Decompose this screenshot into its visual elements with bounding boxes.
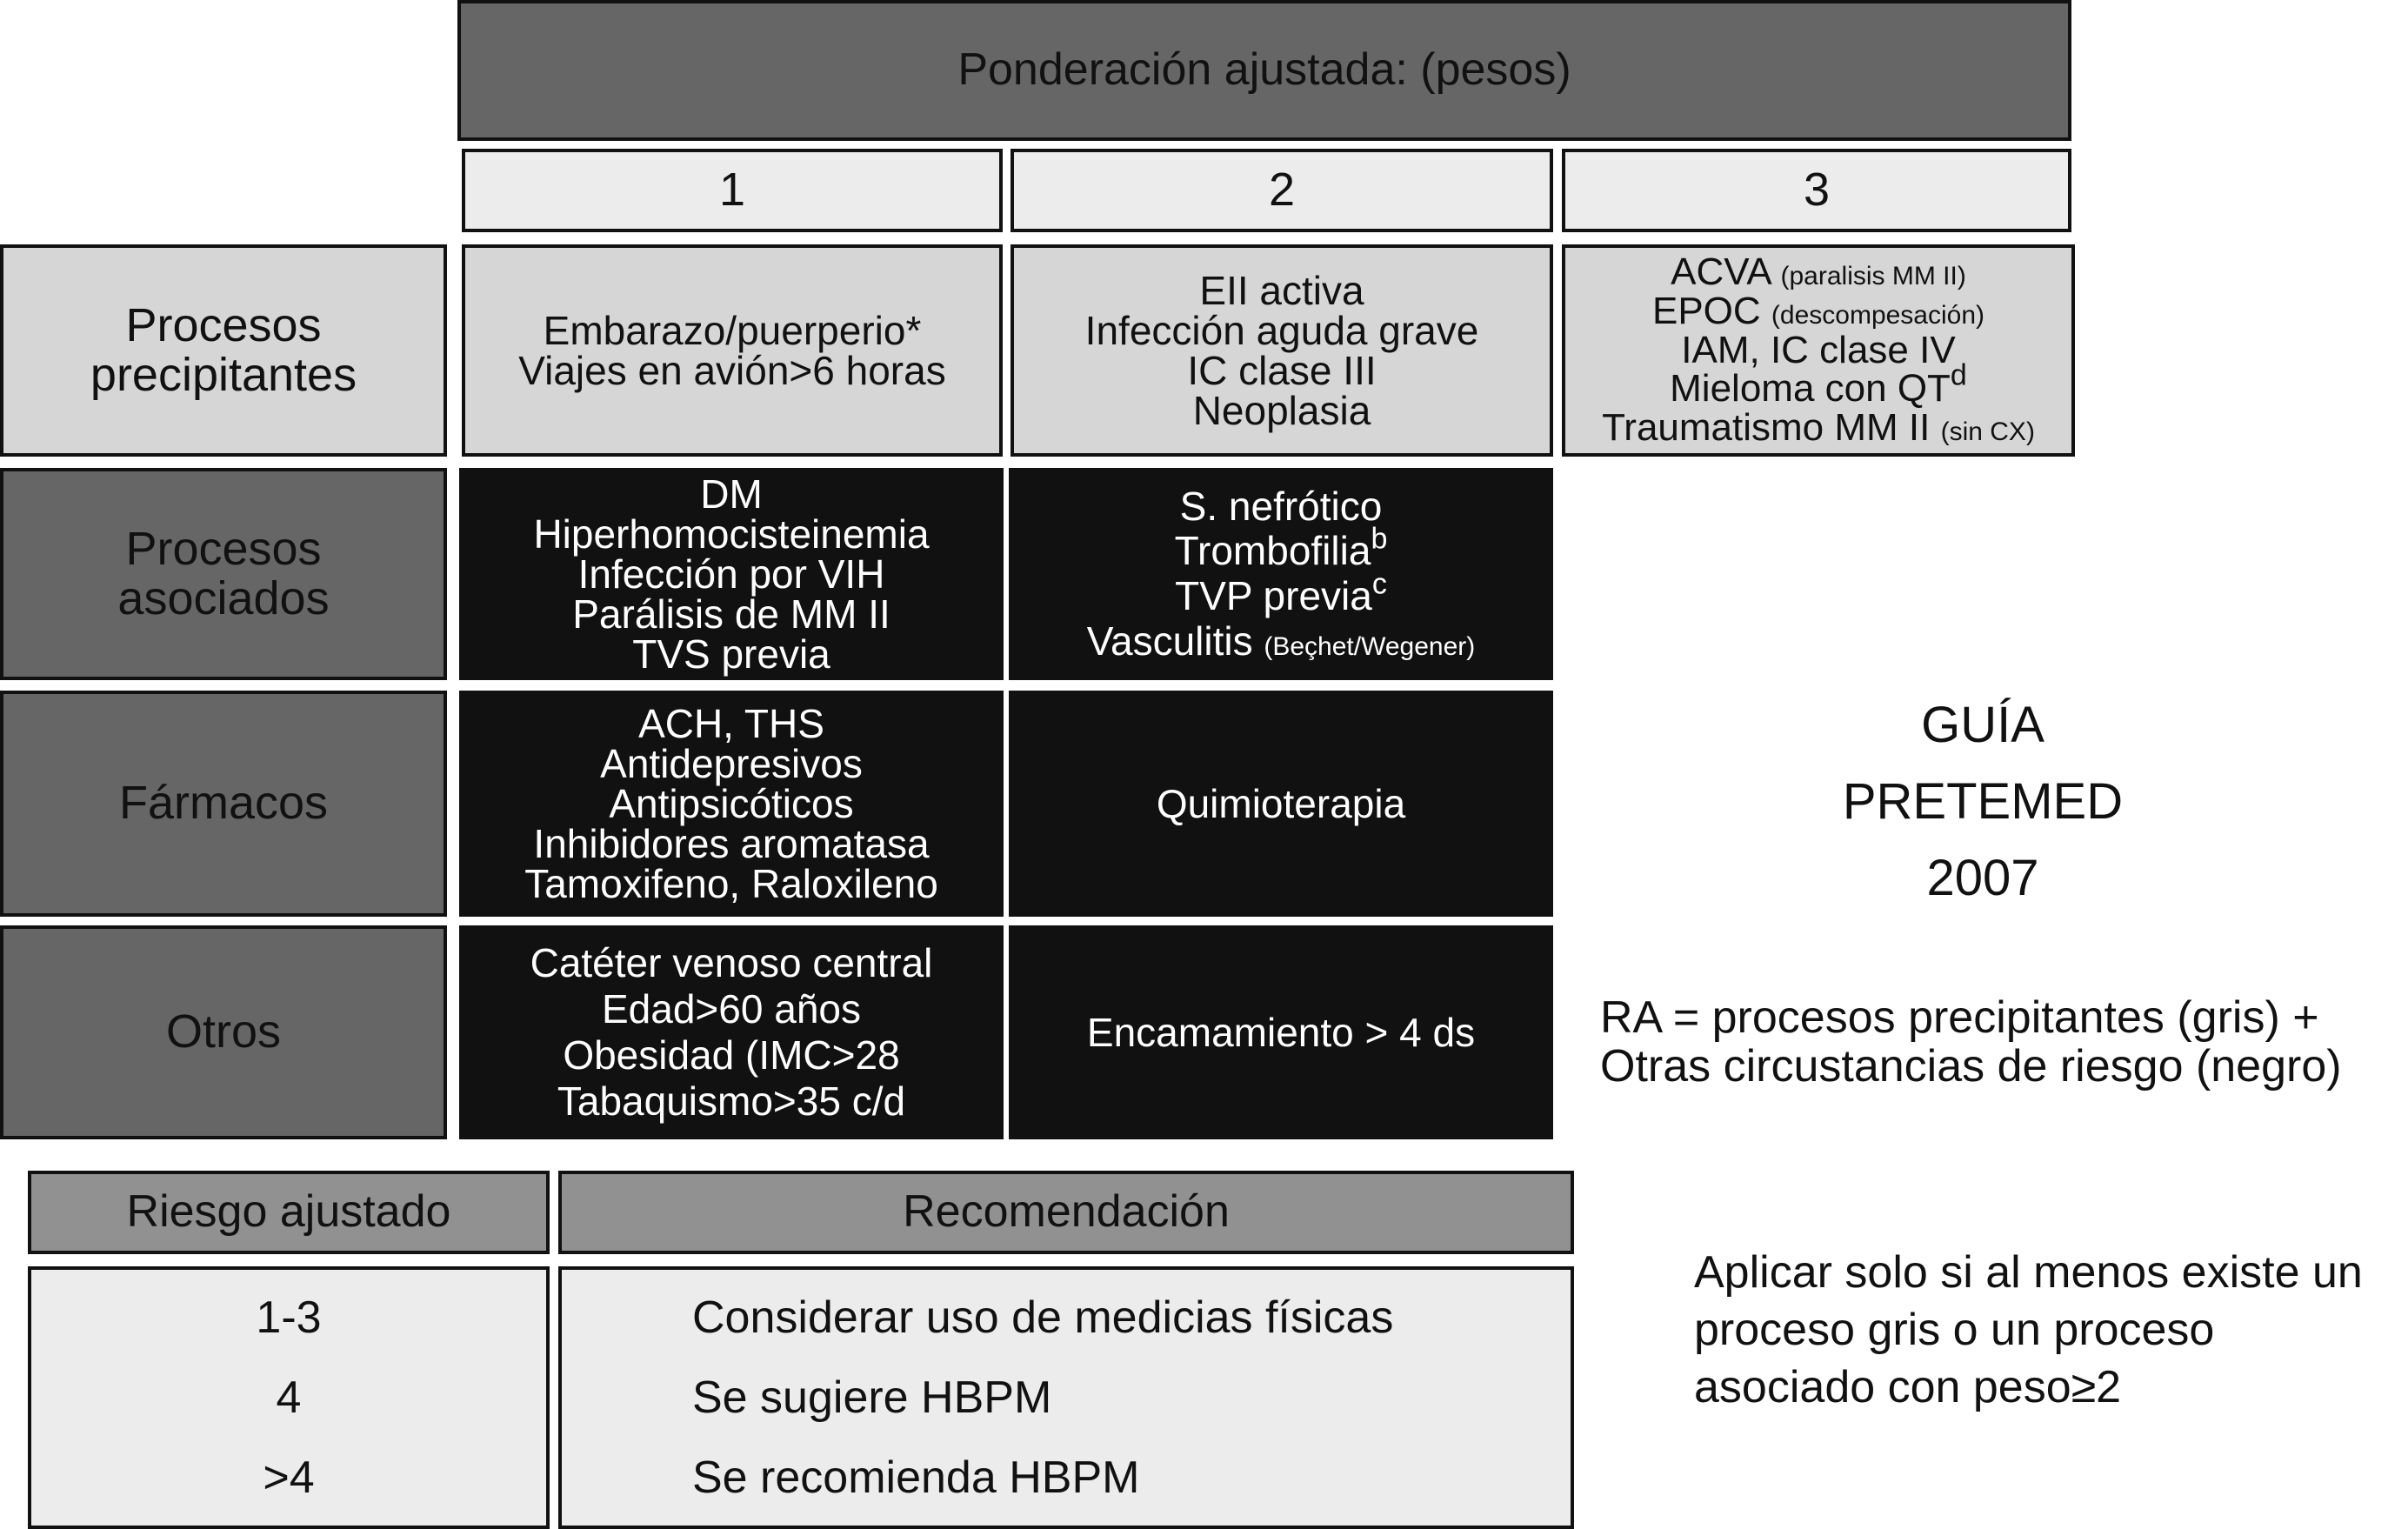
recommendation-text: Se sugiere HBPM <box>692 1372 1052 1423</box>
guide-label: GUÍA PRETEMED 2007 <box>1842 697 2124 906</box>
cell-asociados-w2: S. nefrótico Trombofilia$^b$ TVP previa$^c$ Vasculitis (Beçhet/Wegener) <box>1009 468 1553 680</box>
cell-precipitantes-w1: Embarazo/puerperio* Viajes en avión>6 horas <box>462 244 1003 457</box>
header-title: Ponderación ajustada: (pesos) <box>957 44 1571 96</box>
cell-farmacos-w1: ACH, THS Antidepresivos Antipsicóticos Inhibidores aromatasa Tamoxifeno, Raloxileno <box>459 691 1004 917</box>
recommendation-text: Se recomienda HBPM <box>692 1452 1140 1503</box>
risk-value: 1-3 <box>256 1292 322 1343</box>
recommendation-text: Considerar uso de medicias físicas <box>692 1292 1394 1343</box>
header-recomendacion: Recomendación <box>558 1171 1574 1254</box>
formula-text: RA = procesos precipitantes (gris) + Otras circustancias de riesgo (negro) <box>1600 992 2342 1092</box>
header-title-box <box>457 0 2071 141</box>
application-note: Aplicar solo si al menos existe un proceso gris o un proceso asociado con peso≥2 <box>1694 1247 2363 1412</box>
weight-header-1: 1 <box>462 149 1003 232</box>
risk-value: >4 <box>263 1452 315 1503</box>
cell-asociados-w1: DM Hiperhomocisteinemia Infección por VIH Parálisis de MM II TVS previa <box>459 468 1004 680</box>
header-riesgo-ajustado: Riesgo ajustado <box>28 1171 550 1254</box>
row-label-precipitantes: Procesos precipitantes <box>0 244 447 457</box>
cell-otros-w2: Encamamiento > 4 ds <box>1009 925 1553 1139</box>
cell-farmacos-w2: Quimioterapia <box>1009 691 1553 917</box>
weight-header-3: 3 <box>1562 149 2071 232</box>
cell-precipitantes-w2: EII activa Infección aguda grave IC clase III Neoplasia <box>1011 244 1553 457</box>
row-label-farmacos: Fármacos <box>0 691 447 917</box>
risk-values-box <box>28 1266 550 1529</box>
weight-header-2: 2 <box>1011 149 1553 232</box>
risk-value: 4 <box>276 1372 302 1423</box>
cell-otros-w1: Catéter venoso central Edad>60 años Obesidad (IMC>28 Tabaquismo>35 c/d <box>459 925 1004 1139</box>
recommendations-box <box>558 1266 1574 1529</box>
row-label-otros: Otros <box>0 925 447 1139</box>
row-label-asociados: Procesos asociados <box>0 468 447 680</box>
cell-precipitantes-w3: ACVA (paralisis MM II) EPOC (descompesación) IAM, IC clase IV Mieloma con $QT^d$ Traumatismo MM II (sin CX) <box>1562 244 2075 457</box>
